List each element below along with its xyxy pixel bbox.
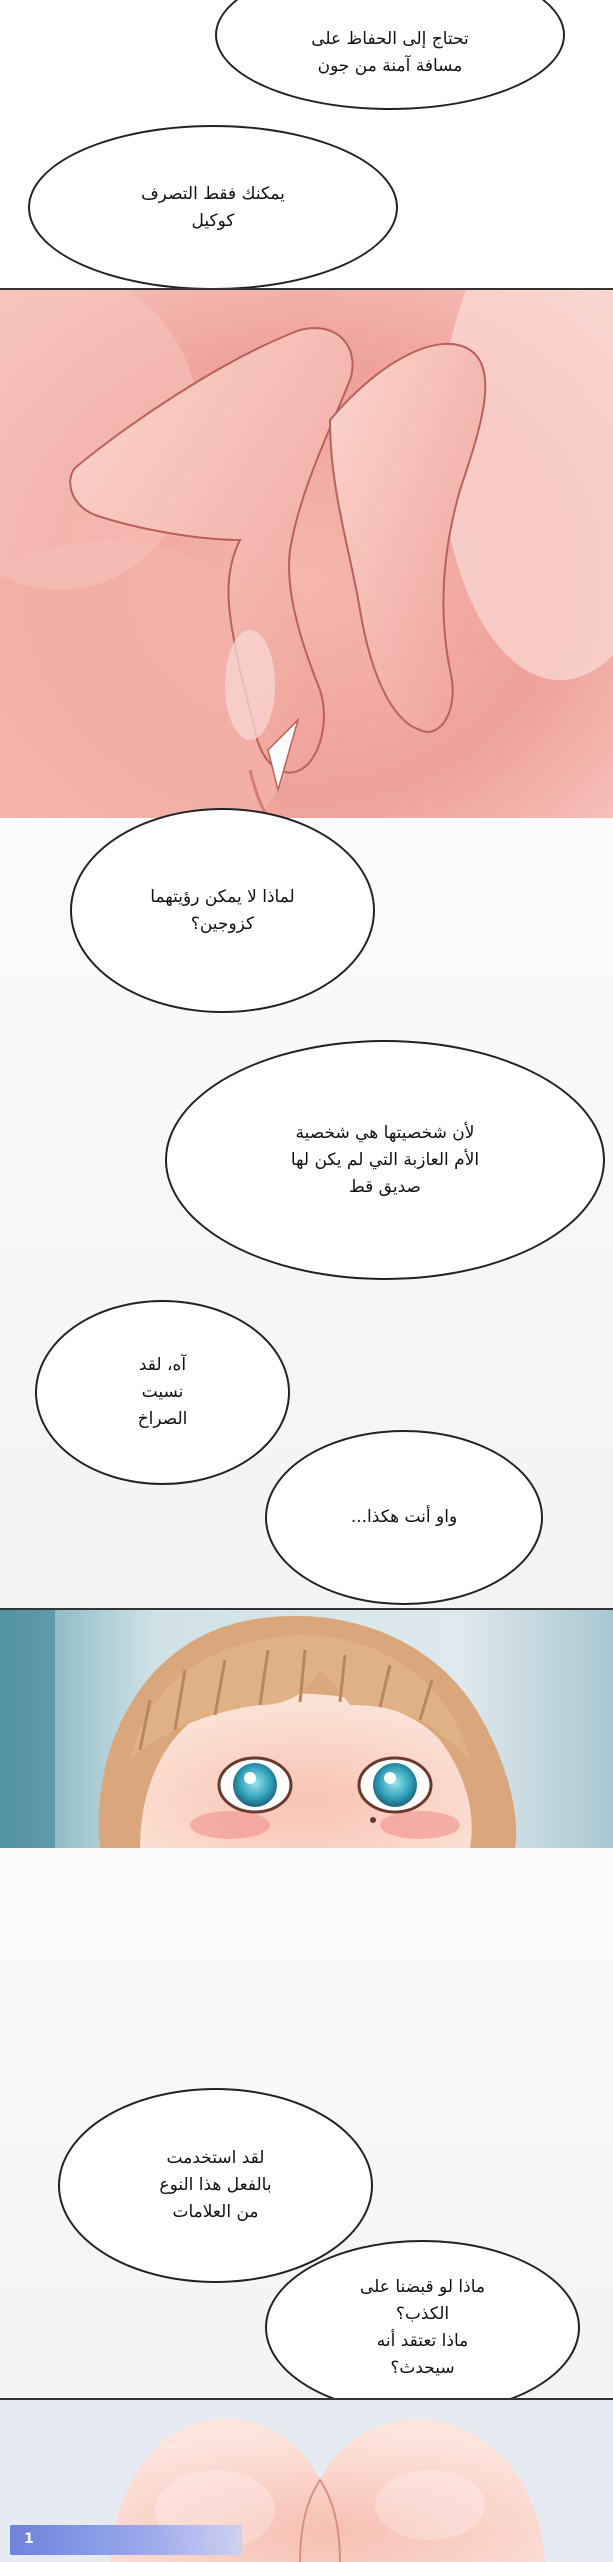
closeup-illustration — [0, 290, 613, 818]
speech-bubble-7 — [58, 2088, 373, 2283]
watermark-banner — [10, 2525, 242, 2555]
bubble-text-5: آه، لقد نسيت الصراخ — [137, 1355, 188, 1429]
bubble-text-6: واو أنت هكذا... — [350, 1507, 458, 1527]
bubble-text-1: تحتاج إلى الحفاظ على مسافة آمنة من جون — [311, 29, 469, 76]
face-illustration — [0, 1610, 613, 1848]
bubble-text-3: لماذا لا يمكن رؤيتهما كزوجين؟ — [150, 886, 295, 934]
speech-bubble-2 — [28, 125, 398, 290]
comic-panel-closeup — [0, 288, 613, 820]
speech-bubble-1 — [215, 0, 565, 110]
speech-bubble-4 — [165, 1040, 605, 1280]
comic-panel-face — [0, 1608, 613, 1850]
speech-bubble-5 — [35, 1300, 290, 1485]
speech-bubble-6 — [265, 1430, 543, 1605]
bubble-text-7: لقد استخدمت بالفعل هذا النوع من العلامات — [159, 2148, 272, 2222]
speech-bubble-8 — [265, 2240, 580, 2415]
watermark-page-number: 1 — [24, 2531, 34, 2547]
bubble-text-8: ماذا لو قبضنا على الكذب؟ ماذا تعتقد أنه سيحدث؟ — [359, 2276, 485, 2378]
bubble-text-4: لأن شخصيتها هي شخصية الأم العازبة التي لم يكن لها صديق قط — [290, 1122, 480, 1197]
bubble-text-2: يمكنك فقط التصرف كوكيل — [141, 183, 285, 231]
speech-bubble-3 — [70, 808, 375, 1013]
